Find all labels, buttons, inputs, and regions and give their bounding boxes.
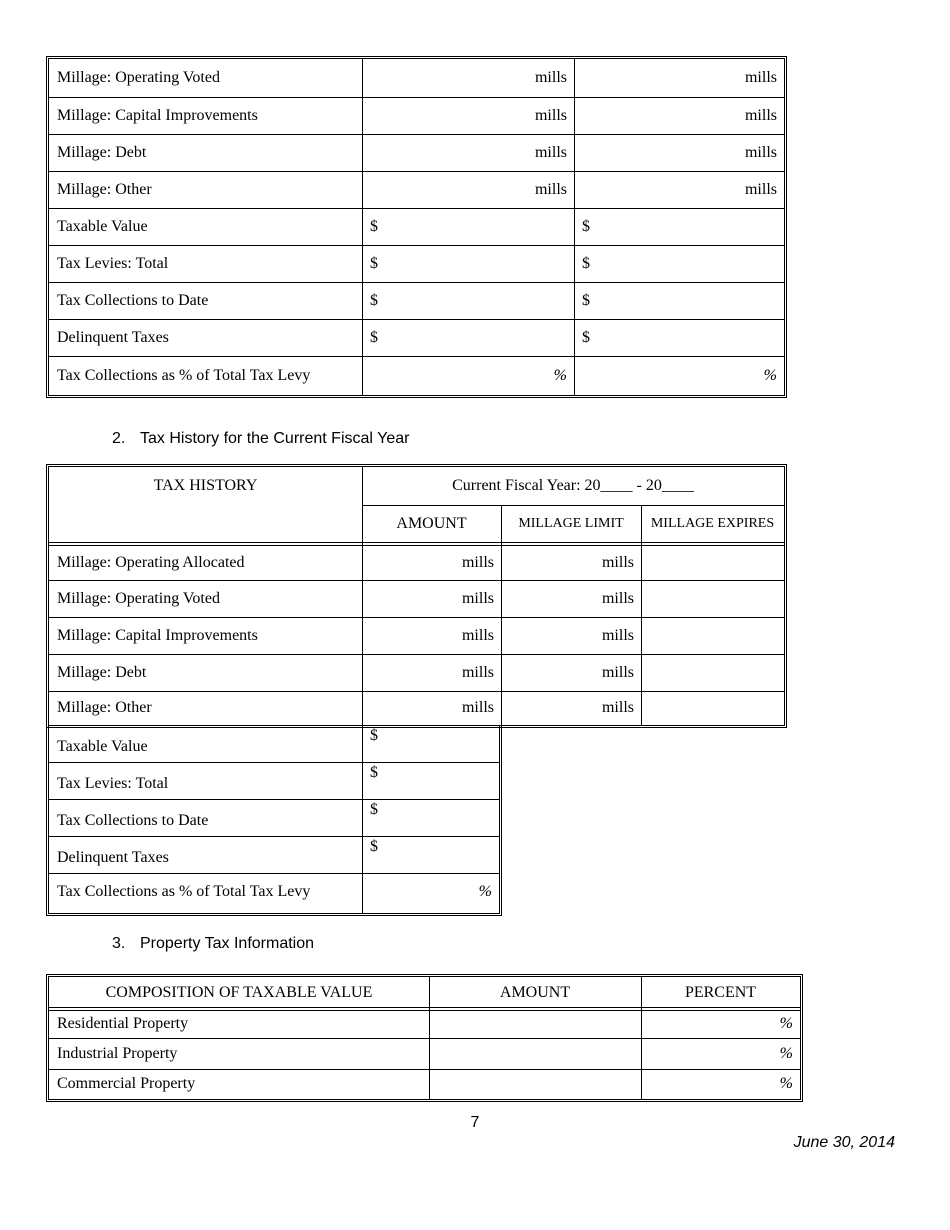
- table-row: [49, 725, 499, 762]
- value-field[interactable]: mills: [744, 106, 777, 124]
- prior-year-tax-table: [46, 56, 787, 398]
- amount-field[interactable]: $: [370, 727, 378, 744]
- amount-field[interactable]: mills: [461, 589, 494, 607]
- millage-limit-field[interactable]: mills: [601, 663, 634, 681]
- value-field[interactable]: mills: [534, 180, 567, 198]
- value-field[interactable]: mills: [534, 143, 567, 161]
- property-tax-table: [46, 974, 803, 1102]
- table-row: [49, 282, 784, 319]
- section-number: 3.: [112, 935, 126, 952]
- table-row: [49, 1038, 800, 1069]
- millage-expires-field[interactable]: [641, 617, 784, 654]
- fiscal-year-field[interactable]: Current Fiscal Year: 20____ - 20____: [452, 477, 694, 494]
- row-label: Millage: Other: [57, 699, 152, 716]
- row-label: Tax Levies: Total: [57, 254, 169, 272]
- row-label: Delinquent Taxes: [57, 328, 169, 346]
- value-field[interactable]: mills: [744, 143, 777, 161]
- value-field[interactable]: $: [370, 328, 378, 346]
- value-field[interactable]: $: [582, 328, 590, 346]
- table-row: [49, 208, 784, 245]
- row-label: Millage: Capital Improvements: [57, 626, 258, 644]
- col-header-amount: AMOUNT: [499, 983, 571, 1001]
- table-row: [49, 97, 784, 134]
- amount-field[interactable]: mills: [461, 663, 494, 681]
- table-row: [49, 873, 499, 910]
- table-row: [49, 245, 784, 282]
- row-label: Millage: Debt: [57, 663, 147, 681]
- tax-history-value-block: [46, 725, 502, 916]
- section-title: Tax History for the Current Fiscal Year: [140, 430, 410, 447]
- row-label: Taxable Value: [57, 217, 148, 235]
- row-label: Millage: Operating Allocated: [57, 553, 245, 571]
- tax-history-millage-block: [46, 464, 787, 728]
- amount-field[interactable]: [429, 1038, 641, 1069]
- table-row: [49, 617, 784, 654]
- row-label: Tax Levies: Total: [57, 774, 169, 792]
- row-label: Industrial Property: [57, 1044, 178, 1062]
- col-header-percent: PERCENT: [684, 983, 757, 1001]
- col-header-composition: COMPOSITION OF TAXABLE VALUE: [105, 983, 373, 1001]
- page-number: 7: [470, 1114, 480, 1131]
- table-row: [49, 319, 784, 356]
- amount-field[interactable]: mills: [461, 626, 494, 644]
- row-label: Millage: Operating Voted: [57, 69, 220, 86]
- value-field[interactable]: $: [582, 217, 590, 235]
- value-field[interactable]: mills: [534, 69, 567, 86]
- amount-field[interactable]: [429, 1069, 641, 1099]
- row-label: Millage: Operating Voted: [57, 589, 220, 607]
- amount-field[interactable]: [429, 1010, 641, 1038]
- millage-expires-field[interactable]: [641, 654, 784, 691]
- row-label: Tax Collections as % of Total Tax Levy: [57, 366, 311, 384]
- table-row: [49, 134, 784, 171]
- col-header-millage-limit: MILLAGE LIMIT: [518, 516, 624, 531]
- table-row: [49, 171, 784, 208]
- table-row: [49, 356, 784, 395]
- value-field[interactable]: %: [763, 366, 777, 384]
- amount-field[interactable]: %: [478, 882, 492, 900]
- row-label: Taxable Value: [57, 737, 148, 755]
- row-label: Millage: Other: [57, 180, 152, 198]
- millage-limit-field[interactable]: mills: [601, 553, 634, 571]
- value-field[interactable]: $: [582, 291, 590, 309]
- amount-field[interactable]: $: [370, 764, 378, 781]
- row-label: Residential Property: [57, 1015, 189, 1032]
- amount-field[interactable]: mills: [461, 699, 494, 716]
- table-row: [49, 580, 784, 617]
- value-field[interactable]: $: [370, 254, 378, 272]
- table-row: [49, 762, 499, 799]
- table-row: [49, 691, 784, 725]
- row-label: Millage: Capital Improvements: [57, 106, 258, 124]
- table-row: [49, 1010, 800, 1038]
- percent-field[interactable]: %: [779, 1015, 793, 1032]
- amount-field[interactable]: $: [370, 801, 378, 818]
- value-field[interactable]: mills: [534, 106, 567, 124]
- row-label: Tax Collections to Date: [57, 291, 209, 309]
- row-label: Delinquent Taxes: [57, 848, 169, 866]
- row-label: Tax Collections as % of Total Tax Levy: [57, 882, 311, 900]
- millage-expires-field[interactable]: [641, 580, 784, 617]
- percent-field[interactable]: %: [779, 1044, 793, 1062]
- section-heading: [112, 430, 409, 448]
- millage-limit-field[interactable]: mills: [601, 699, 634, 716]
- table-row: [49, 654, 784, 691]
- table-row: [49, 1069, 800, 1099]
- amount-field[interactable]: $: [370, 838, 378, 855]
- value-field[interactable]: $: [370, 217, 378, 235]
- value-field[interactable]: mills: [744, 180, 777, 198]
- table-row: [49, 545, 784, 580]
- table-row: [49, 836, 499, 873]
- tax-history-header: TAX HISTORY: [153, 477, 258, 494]
- millage-limit-field[interactable]: mills: [601, 626, 634, 644]
- millage-limit-field[interactable]: mills: [601, 589, 634, 607]
- table-row: [49, 59, 784, 97]
- percent-field[interactable]: %: [779, 1075, 793, 1092]
- table-header-row: [49, 977, 800, 1008]
- section-number: 2.: [112, 430, 126, 447]
- millage-expires-field[interactable]: [641, 691, 784, 725]
- amount-field[interactable]: mills: [461, 553, 494, 571]
- section-heading: [112, 935, 314, 953]
- col-header-millage-expires: MILLAGE EXPIRES: [650, 516, 775, 531]
- row-label: Millage: Debt: [57, 143, 147, 161]
- section-title: Property Tax Information: [140, 935, 315, 952]
- value-field[interactable]: %: [553, 366, 567, 384]
- table-row: [49, 799, 499, 836]
- value-field[interactable]: $: [370, 291, 378, 309]
- row-label: Commercial Property: [57, 1075, 196, 1092]
- footer-date: June 30, 2014: [793, 1134, 895, 1151]
- col-header-amount: AMOUNT: [396, 515, 467, 532]
- value-field[interactable]: mills: [744, 69, 777, 86]
- row-label: Tax Collections to Date: [57, 811, 209, 829]
- millage-expires-field[interactable]: [641, 545, 784, 580]
- value-field[interactable]: $: [582, 254, 590, 272]
